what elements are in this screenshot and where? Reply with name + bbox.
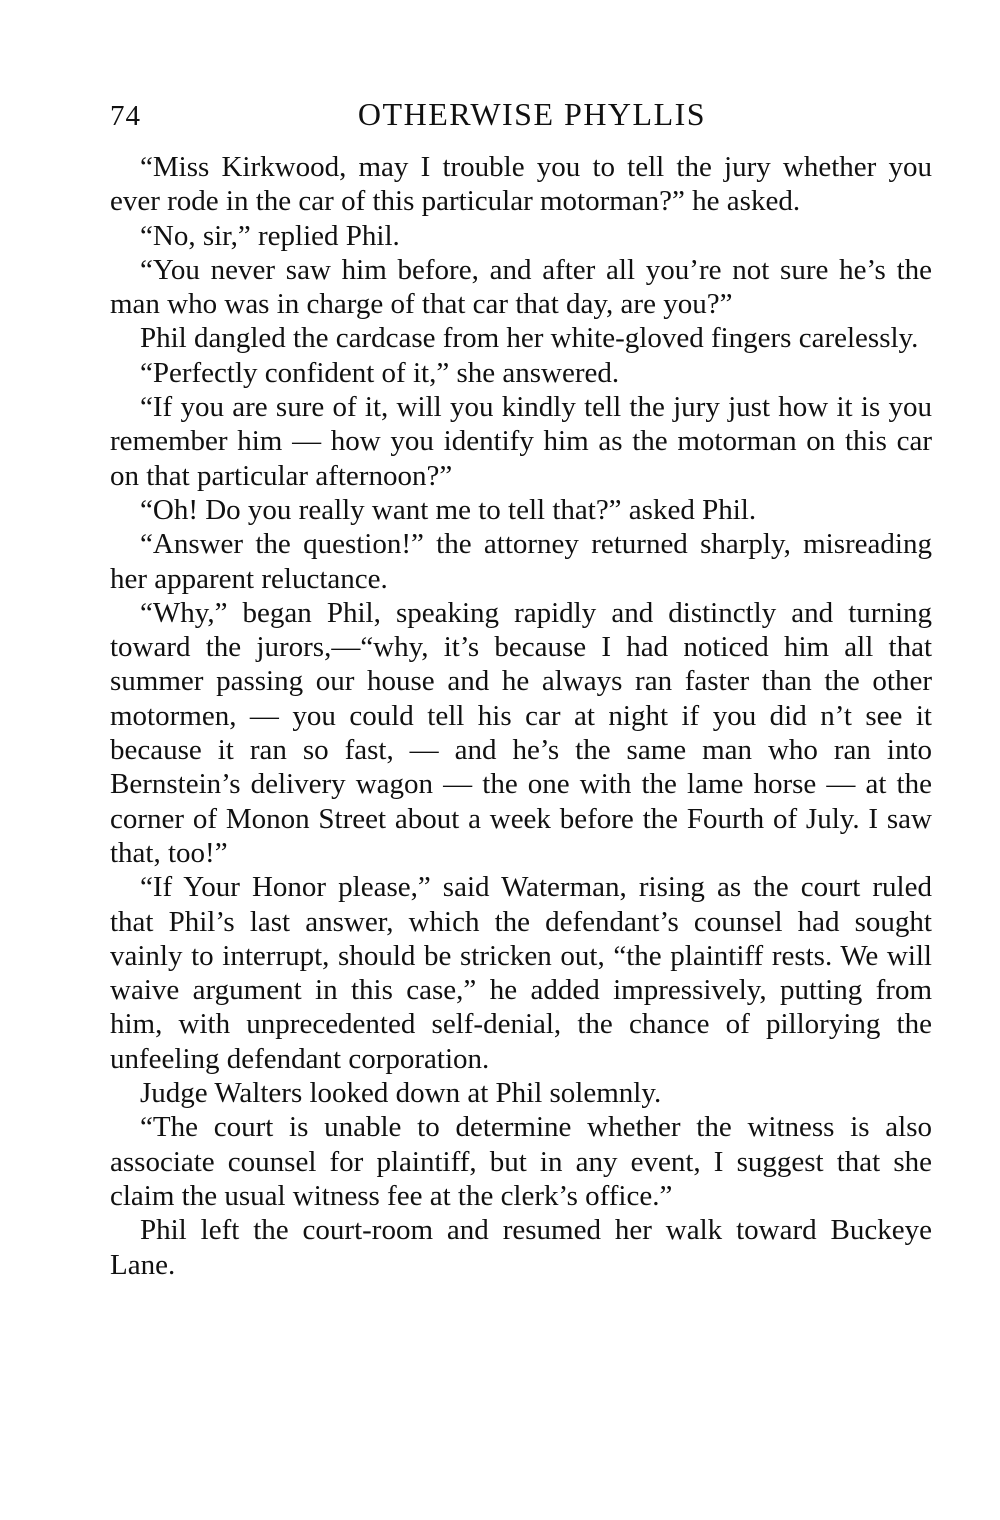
paragraph: “Miss Kirkwood, may I trouble you to tell the jury whether you ever rode in the car of this particular motorman?” he asked.	[110, 151, 932, 218]
paragraph: Judge Walters looked down at Phil solemnly.	[140, 1077, 662, 1110]
book-title: OTHERWISE PHYLLIS	[357, 96, 707, 132]
body-text	[110, 150, 932, 1282]
paragraph: Phil left the court-room and resumed her walk toward Buckeye Lane.	[110, 1214, 932, 1281]
page-number: 74	[110, 100, 141, 132]
paragraph: “Oh! Do you really want me to tell that?” asked Phil.	[140, 493, 757, 526]
paragraph: “The court is unable to determine whether the witness is also associate counsel for plaintiff, but in any event, I suggest that she claim the usual witness fee at the clerk’s office.”	[110, 1111, 932, 1212]
paragraph: “If Your Honor please,” said Waterman, rising as the court ruled that Phil’s last answer, which the defendant’s counsel had sought vainly to interrupt, should be stricken out, “the plaintiff rests. We will waive argument in this case,” he added impressively, putting from him, with unprecedented self-denial, the chance of pillorying the unfeeling defendant corporation.	[110, 871, 932, 1075]
paragraph: “Perfectly confident of it,” she answered.	[140, 356, 620, 389]
paragraph: “You never saw him before, and after all you’re not sure he’s the man who was in charge of that car that day, are you?”	[110, 253, 932, 321]
paragraph: “Answer the question!” the attorney returned sharply, misreading her apparent reluctance.	[110, 528, 932, 595]
paragraph: “No, sir,” replied Phil.	[140, 219, 400, 252]
paragraph: “Why,” began Phil, speaking rapidly and distinctly and turning toward the jurors,—“why, it’s because I had noticed him all that summer passing our house and he always ran faster than the other motormen, — you could tell his car at night if you did n’t see it because it ran so fast, — and he’s the same man who ran into Bernstein’s delivery wagon — the one with the lame horse — at the corner of Monon Street about a week before the Fourth of July. I saw that, too!”	[110, 596, 932, 869]
book-page	[110, 96, 932, 1282]
paragraph: Phil dangled the cardcase from her white-gloved fingers carelessly.	[140, 322, 919, 355]
running-head	[110, 96, 932, 136]
paragraph: “If you are sure of it, will you kindly tell the jury just how it is you remember him — how you identify him as the motorman on this car on that particular afternoon?”	[110, 391, 932, 492]
